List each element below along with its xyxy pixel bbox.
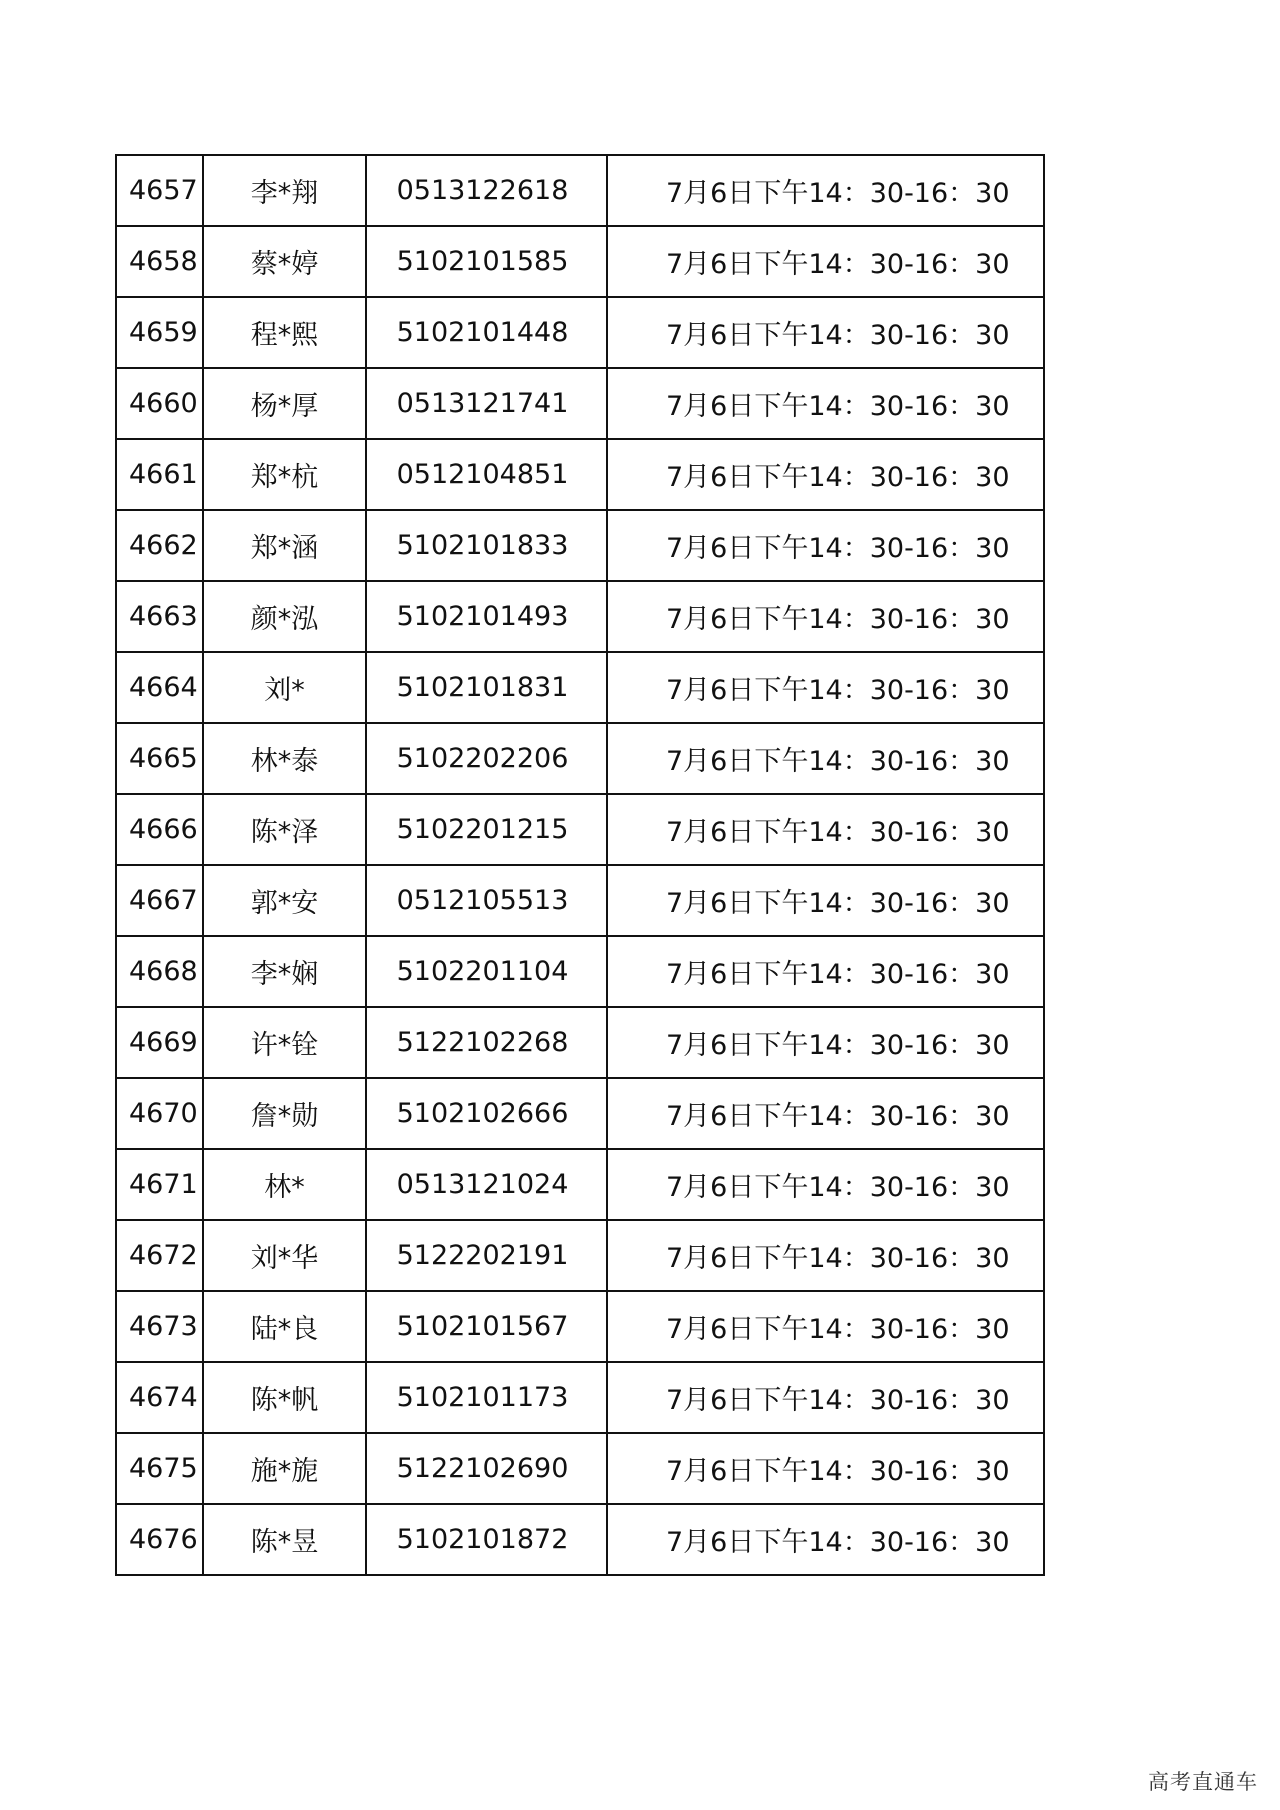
table-row — [116, 1433, 1044, 1504]
row-number-cell: 4660 — [116, 368, 203, 439]
row-number-cell: 4658 — [116, 226, 203, 297]
table-row — [116, 368, 1044, 439]
table-row — [116, 865, 1044, 936]
table-row — [116, 936, 1044, 1007]
id-number-cell: 5102102666 — [366, 1078, 607, 1149]
row-number-cell: 4667 — [116, 865, 203, 936]
name-cell: 林*泰 — [203, 723, 366, 794]
name-cell: 刘* — [203, 652, 366, 723]
table-row — [116, 510, 1044, 581]
row-number-cell: 4657 — [116, 155, 203, 226]
table-row — [116, 1220, 1044, 1291]
time-slot-cell: 7月6日下午14：30-16：30 — [607, 297, 1044, 368]
row-number-cell: 4659 — [116, 297, 203, 368]
time-slot-cell: 7月6日下午14：30-16：30 — [607, 652, 1044, 723]
row-number-cell: 4676 — [116, 1504, 203, 1575]
id-number-cell: 5102101831 — [366, 652, 607, 723]
time-slot-cell: 7月6日下午14：30-16：30 — [607, 1291, 1044, 1362]
table-row — [116, 1504, 1044, 1575]
row-number-cell: 4674 — [116, 1362, 203, 1433]
time-slot-cell: 7月6日下午14：30-16：30 — [607, 439, 1044, 510]
watermark-text: 高考直通车 — [1148, 1770, 1258, 1794]
row-number-cell: 4665 — [116, 723, 203, 794]
time-slot-cell: 7月6日下午14：30-16：30 — [607, 936, 1044, 1007]
table-row — [116, 652, 1044, 723]
time-slot-cell: 7月6日下午14：30-16：30 — [607, 1149, 1044, 1220]
id-number-cell: 0513122618 — [366, 155, 607, 226]
name-cell: 李*娴 — [203, 936, 366, 1007]
id-number-cell: 5102101833 — [366, 510, 607, 581]
name-cell: 刘*华 — [203, 1220, 366, 1291]
name-cell: 李*翔 — [203, 155, 366, 226]
id-number-cell: 5122202191 — [366, 1220, 607, 1291]
table-row — [116, 439, 1044, 510]
id-number-cell: 0512104851 — [366, 439, 607, 510]
time-slot-cell: 7月6日下午14：30-16：30 — [607, 1220, 1044, 1291]
row-number-cell: 4673 — [116, 1291, 203, 1362]
table-row — [116, 1078, 1044, 1149]
name-cell: 陈*帆 — [203, 1362, 366, 1433]
row-number-cell: 4672 — [116, 1220, 203, 1291]
row-number-cell: 4661 — [116, 439, 203, 510]
name-cell: 詹*勋 — [203, 1078, 366, 1149]
table-row — [116, 794, 1044, 865]
row-number-cell: 4662 — [116, 510, 203, 581]
time-slot-cell: 7月6日下午14：30-16：30 — [607, 1504, 1044, 1575]
time-slot-cell: 7月6日下午14：30-16：30 — [607, 1078, 1044, 1149]
time-slot-cell: 7月6日下午14：30-16：30 — [607, 1007, 1044, 1078]
row-number-cell: 4668 — [116, 936, 203, 1007]
name-cell: 许*铨 — [203, 1007, 366, 1078]
row-number-cell: 4675 — [116, 1433, 203, 1504]
name-cell: 颜*泓 — [203, 581, 366, 652]
table-row — [116, 155, 1044, 226]
row-number-cell: 4670 — [116, 1078, 203, 1149]
table-row — [116, 1149, 1044, 1220]
row-number-cell: 4664 — [116, 652, 203, 723]
time-slot-cell: 7月6日下午14：30-16：30 — [607, 1433, 1044, 1504]
id-number-cell: 5122102690 — [366, 1433, 607, 1504]
id-number-cell: 5102101585 — [366, 226, 607, 297]
time-slot-cell: 7月6日下午14：30-16：30 — [607, 723, 1044, 794]
row-number-cell: 4666 — [116, 794, 203, 865]
id-number-cell: 0513121741 — [366, 368, 607, 439]
table-row — [116, 581, 1044, 652]
id-number-cell: 5102101173 — [366, 1362, 607, 1433]
roster-table — [115, 154, 1045, 1576]
time-slot-cell: 7月6日下午14：30-16：30 — [607, 581, 1044, 652]
time-slot-cell: 7月6日下午14：30-16：30 — [607, 155, 1044, 226]
row-number-cell: 4671 — [116, 1149, 203, 1220]
name-cell: 林* — [203, 1149, 366, 1220]
name-cell: 杨*厚 — [203, 368, 366, 439]
time-slot-cell: 7月6日下午14：30-16：30 — [607, 865, 1044, 936]
id-number-cell: 5102101567 — [366, 1291, 607, 1362]
table-row — [116, 226, 1044, 297]
name-cell: 郭*安 — [203, 865, 366, 936]
id-number-cell: 0512105513 — [366, 865, 607, 936]
id-number-cell: 5102101872 — [366, 1504, 607, 1575]
id-number-cell: 5102101448 — [366, 297, 607, 368]
table-row — [116, 1007, 1044, 1078]
name-cell: 郑*杭 — [203, 439, 366, 510]
table-row — [116, 1291, 1044, 1362]
name-cell: 陆*良 — [203, 1291, 366, 1362]
time-slot-cell: 7月6日下午14：30-16：30 — [607, 510, 1044, 581]
id-number-cell: 5102201215 — [366, 794, 607, 865]
id-number-cell: 5102101493 — [366, 581, 607, 652]
time-slot-cell: 7月6日下午14：30-16：30 — [607, 1362, 1044, 1433]
name-cell: 施*旎 — [203, 1433, 366, 1504]
table-row — [116, 1362, 1044, 1433]
time-slot-cell: 7月6日下午14：30-16：30 — [607, 368, 1044, 439]
name-cell: 郑*涵 — [203, 510, 366, 581]
time-slot-cell: 7月6日下午14：30-16：30 — [607, 794, 1044, 865]
id-number-cell: 0513121024 — [366, 1149, 607, 1220]
table-row — [116, 297, 1044, 368]
row-number-cell: 4669 — [116, 1007, 203, 1078]
id-number-cell: 5102201104 — [366, 936, 607, 1007]
name-cell: 程*熙 — [203, 297, 366, 368]
row-number-cell: 4663 — [116, 581, 203, 652]
name-cell: 陈*昱 — [203, 1504, 366, 1575]
name-cell: 蔡*婷 — [203, 226, 366, 297]
roster-table-body — [116, 155, 1044, 1575]
id-number-cell: 5102202206 — [366, 723, 607, 794]
name-cell: 陈*泽 — [203, 794, 366, 865]
time-slot-cell: 7月6日下午14：30-16：30 — [607, 226, 1044, 297]
id-number-cell: 5122102268 — [366, 1007, 607, 1078]
table-row — [116, 723, 1044, 794]
